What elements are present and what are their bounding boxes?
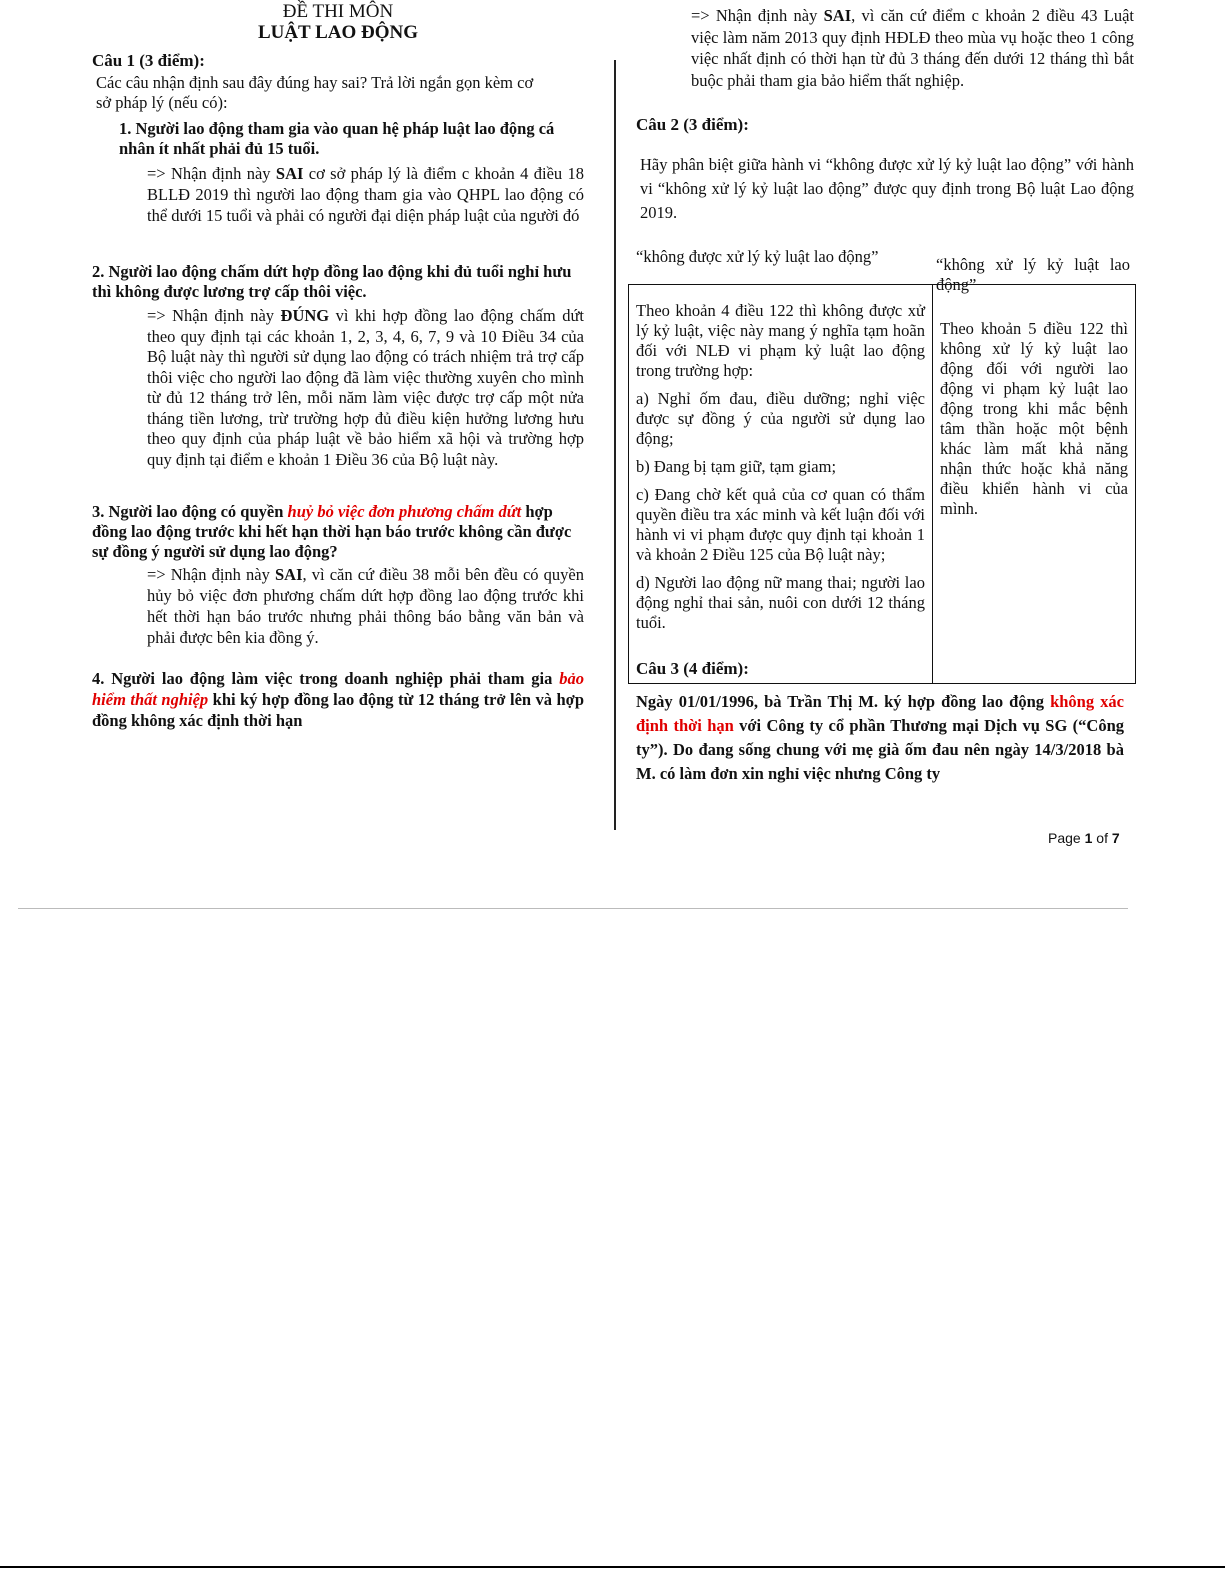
col2-cell bbox=[932, 285, 1135, 684]
subject-title: LUẬT LAO ĐỘNG bbox=[257, 22, 419, 43]
page-current: 1 bbox=[1084, 830, 1093, 846]
q3-title: Câu 3 (4 điểm): bbox=[636, 659, 749, 678]
q1-item4-statement bbox=[92, 668, 584, 731]
verdict: SAI bbox=[275, 164, 304, 183]
col1-point-c: c) Đang chờ kết quả của cơ quan có thẩm quyền điều tra xác minh và kết luận đối với hành vi vi phạm được quy định tại khoản 1 và khoản 2 Điều 125 của Bộ luật này; bbox=[636, 485, 925, 564]
statement-part: khi ký hợp đồng lao động từ 12 tháng trở lên và hợp đồng không xác định thời hạn bbox=[92, 690, 584, 730]
q1-item1-statement: 1. Người lao động tham gia vào quan hệ pháp luật lao động cá nhân ít nhất phải đủ 15 tuổi. bbox=[119, 119, 555, 158]
q2-prompt: Hãy phân biệt giữa hành vi “không được xử lý kỷ luật lao động” với hành vi “không xử lý kỷ luật lao động” được quy định trong Bộ luật Lao động 2019. bbox=[640, 155, 1134, 222]
page-total: 7 bbox=[1111, 830, 1120, 846]
q2-title: Câu 2 (3 điểm): bbox=[636, 115, 749, 134]
column-divider bbox=[614, 60, 616, 830]
page-separator bbox=[18, 908, 1128, 909]
page-of: of bbox=[1092, 830, 1112, 846]
exam-line: ĐỀ THI MÔN bbox=[282, 1, 394, 22]
answer-body: , vì căn cứ điều 38 mỗi bên đều có quyền hủy bỏ việc đơn phương chấm dứt hợp đồng lao động trước khi hết thời hạn báo trước nhưng phải thông báo bằng văn bản và phải được bên kia đồng ý. bbox=[147, 565, 584, 647]
q1-item3-statement bbox=[92, 502, 584, 562]
comparison-table bbox=[628, 284, 1136, 684]
col1-point-a: a) Nghỉ ốm đau, điều dưỡng; nghỉ việc được sự đồng ý của người sử dụng lao động; bbox=[636, 389, 925, 448]
verdict: SAI bbox=[275, 565, 303, 584]
col2-text: Theo khoản 5 điều 122 thì không xử lý kỷ luật lao động đối với người lao động vi phạm kỷ luật lao động trong khi mắc bệnh tâm thần hoặc một bệnh khác làm mất khả năng nhận thức hoặc khả năng điều khiển hành vi của mình. bbox=[939, 319, 1128, 518]
answer-body: cơ sở pháp lý là điểm c khoản 4 điều 18 BLLĐ 2019 thì người lao động tham gia vào QHPL lao động có thể dưới 15 tuổi và phải có người đại diện pháp luật của người đó bbox=[147, 164, 584, 225]
col1-cell bbox=[629, 285, 933, 684]
q3-text-part: Ngày 01/01/1996, bà Trần Thị M. ký hợp đồng lao động bbox=[636, 692, 1051, 711]
statement-part: 3. Người lao động có quyền bbox=[92, 502, 288, 521]
statement-highlight: bảo hiểm thất nghiệp bbox=[92, 669, 584, 709]
page-label: Page bbox=[1048, 830, 1085, 846]
statement-part: hợp đồng lao động trước khi hết hạn thời hạn báo trước không cần được sự đồng ý người sử dụng lao động? bbox=[92, 502, 572, 561]
q3-text-part: với Công ty cổ phần Thương mại Dịch vụ SG (“Công ty”). Do đang sống chung với mẹ già ốm đau nên ngày 14/3/2018 bà M. có làm đơn xin nghỉ việc nhưng Công ty bbox=[636, 716, 1124, 783]
statement-part: 4. Người lao động làm việc trong doanh nghiệp phải tham gia bbox=[92, 669, 560, 688]
left-column bbox=[92, 0, 584, 731]
bottom-edge bbox=[0, 1566, 1225, 1568]
col2-header: “không xử lý kỷ luật lao động” bbox=[936, 255, 1130, 294]
answer-prefix: => Nhận định này bbox=[147, 164, 276, 183]
col1-header: “không được xử lý kỷ luật lao động” bbox=[636, 247, 879, 266]
q3-text bbox=[636, 690, 1124, 786]
q1-item3-answer bbox=[92, 564, 584, 648]
q1-title: Câu 1 (3 điểm): bbox=[92, 51, 205, 70]
page-number bbox=[1048, 830, 1120, 846]
statement-highlight: huỷ bỏ việc đơn phương chấm dứt bbox=[287, 502, 522, 521]
q1-item4-answer bbox=[636, 5, 1134, 91]
table-row bbox=[629, 285, 1136, 684]
answer-prefix: => Nhận định này bbox=[147, 565, 275, 584]
right-column bbox=[636, 0, 1135, 294]
q1-item2-answer bbox=[92, 306, 584, 470]
q3-highlight: không xác định thời hạn bbox=[636, 692, 1124, 735]
answer-body: vì khi hợp đồng lao động chấm dứt theo quy định tại các khoản 1, 2, 3, 4, 6, 7, 9 và 10 Điều 34 của Bộ luật này thì người sử dụng lao động có trách nhiệm trả trợ cấp thôi việc cho người lao động đã làm việc thường xuyên cho mình từ đủ 12 tháng trở lên, mỗi năm làm việc được trợ cấp một nửa tháng tiền lương, trừ trường hợp đủ điều kiện hưởng lương hưu theo quy định của pháp luật về bảo hiểm xã hội và trường hợp quy định tại điểm e khoản 1 Điều 36 của Bộ luật này. bbox=[147, 306, 585, 469]
answer-body: , vì căn cứ điểm c khoản 2 điều 43 Luật việc làm năm 2013 quy định HĐLĐ theo mùa vụ hoặc theo 1 công việc nhất định có thời hạn từ đủ 3 tháng đến dưới 12 tháng thì bắt buộc phải tham gia bảo hiểm thất nghiệp. bbox=[691, 6, 1135, 90]
verdict: SAI bbox=[823, 6, 852, 25]
answer-prefix: => Nhận định này bbox=[691, 6, 824, 25]
col1-intro: Theo khoản 4 điều 122 thì không được xử lý kỷ luật, việc này mang ý nghĩa tạm hoãn đối với NLĐ vi phạm kỷ luật lao động trong trường hợp: bbox=[636, 301, 925, 380]
answer-prefix: => Nhận định này bbox=[147, 306, 281, 325]
col1-point-b: b) Đang bị tạm giữ, tạm giam; bbox=[636, 457, 837, 476]
col1-point-d: d) Người lao động nữ mang thai; người lao động nghỉ thai sản, nuôi con dưới 12 tháng tuổi. bbox=[636, 573, 925, 632]
q1-item2-statement: 2. Người lao động chấm dứt hợp đồng lao động khi đủ tuổi nghỉ hưu thì không được lương trợ cấp thôi việc. bbox=[92, 262, 572, 301]
q1-instruction: Các câu nhận định sau đây đúng hay sai? Trả lời ngắn gọn kèm cơ sở pháp lý (nếu có): bbox=[96, 73, 534, 112]
q1-item1-answer bbox=[92, 163, 584, 226]
verdict: ĐÚNG bbox=[280, 306, 330, 325]
